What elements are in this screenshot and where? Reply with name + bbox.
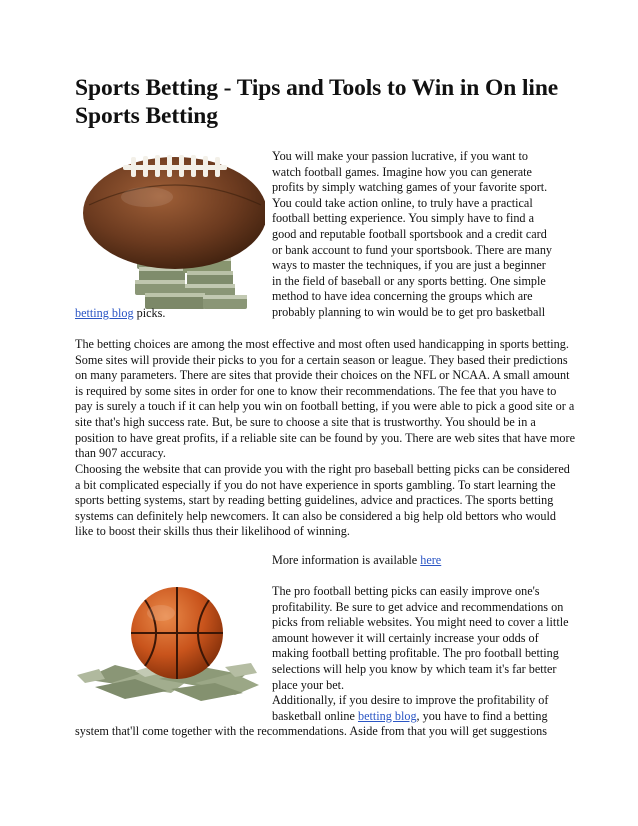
here-link[interactable]: here <box>420 553 442 567</box>
intro-tail-text: picks. <box>133 306 166 320</box>
betting-blog-link-2[interactable]: betting blog <box>357 708 417 723</box>
intro-paragraph <box>272 149 572 321</box>
intro-line: method to have idea concerning the groups which are <box>272 289 533 304</box>
paragraph-system: system that'll come together with the recommendations. Aside from that you will get suggestions <box>75 724 548 738</box>
basketball-on-money-image <box>75 583 265 703</box>
additionally-text: Additionally, if you desire to improve the profitability of basketball online <box>272 693 549 723</box>
more-information-line <box>272 553 572 569</box>
intro-line: ways to master the techniques, if you are just a beginner <box>272 258 546 273</box>
intro-line: probably planning to win would be to get pro basketball <box>272 304 546 319</box>
intro-line: watch football games. Imagine how you can generate <box>272 164 532 179</box>
paragraph-choosing-website: Choosing the website that can provide you with the right pro baseball betting picks can be considered a bit complicated especially if you do not have experience in sports gambling. To start learning the sports betting systems, start by reading betting guidelines, advice and practices. The sports betting systems can definitely help newcomers. It can also be considered a big help old bettors who would like to boost their skills thus their likelihood of winning. <box>75 462 570 539</box>
additionally-text-end: , you have to find a betting <box>416 708 548 723</box>
intro-line: You could take action online, to truly have a practical <box>272 195 533 210</box>
intro-line: good and reputable football sportsbook and a credit card <box>272 226 547 241</box>
more-info-text: More information is available <box>272 553 421 567</box>
basketball-icon <box>75 583 265 703</box>
paragraph-pro-football-picks: The pro football betting picks can easily improve one's profitability. Be sure to get advice and recommendations on picks from reliable websites. You might need to cover a little amount however it will certainly increase your odds of making football betting profitable. The pro football betting selections will help you know by which team it's far better place your bet. <box>272 584 569 692</box>
football-on-money-image <box>75 145 265 315</box>
paragraph-additionally <box>272 693 572 724</box>
intro-line: football betting experience. You simply have to find a <box>272 211 534 226</box>
intro-line: in the field of baseball or any sports betting. One simple <box>272 273 546 288</box>
intro-line: You will make your passion lucrative, if you want to <box>272 149 529 163</box>
intro-paragraph-tail <box>75 306 575 322</box>
intro-line: or bank account to fund your sportsbook. There are many <box>272 242 553 257</box>
page-title: Sports Betting - Tips and Tools to Win in On line Sports Betting <box>75 75 559 129</box>
intro-line: profits by simply watching games of your favorite sport. <box>272 180 548 195</box>
football-icon <box>75 145 265 315</box>
paragraph-betting-choices: The betting choices are among the most effective and most often used handicapping in sports betting. Some sites will provide their picks to you for a certain season or league. They based their predictions on many parameters. There are sites that provide their choices on the NFL or NCAA. A small amount is required by some sites in order for one to know their recommendations. The fee that you have to pay is surely a touch if it can help you win on football betting, if you were able to pick a good site or a site that's high success rate. But, be sure to choose a site that is trustworthy. You should be in a position to have great profits, if a reliable site can be found by you. There are web sites that have more than 907 accuracy. <box>75 337 575 461</box>
betting-blog-link[interactable]: betting blog <box>75 306 134 320</box>
